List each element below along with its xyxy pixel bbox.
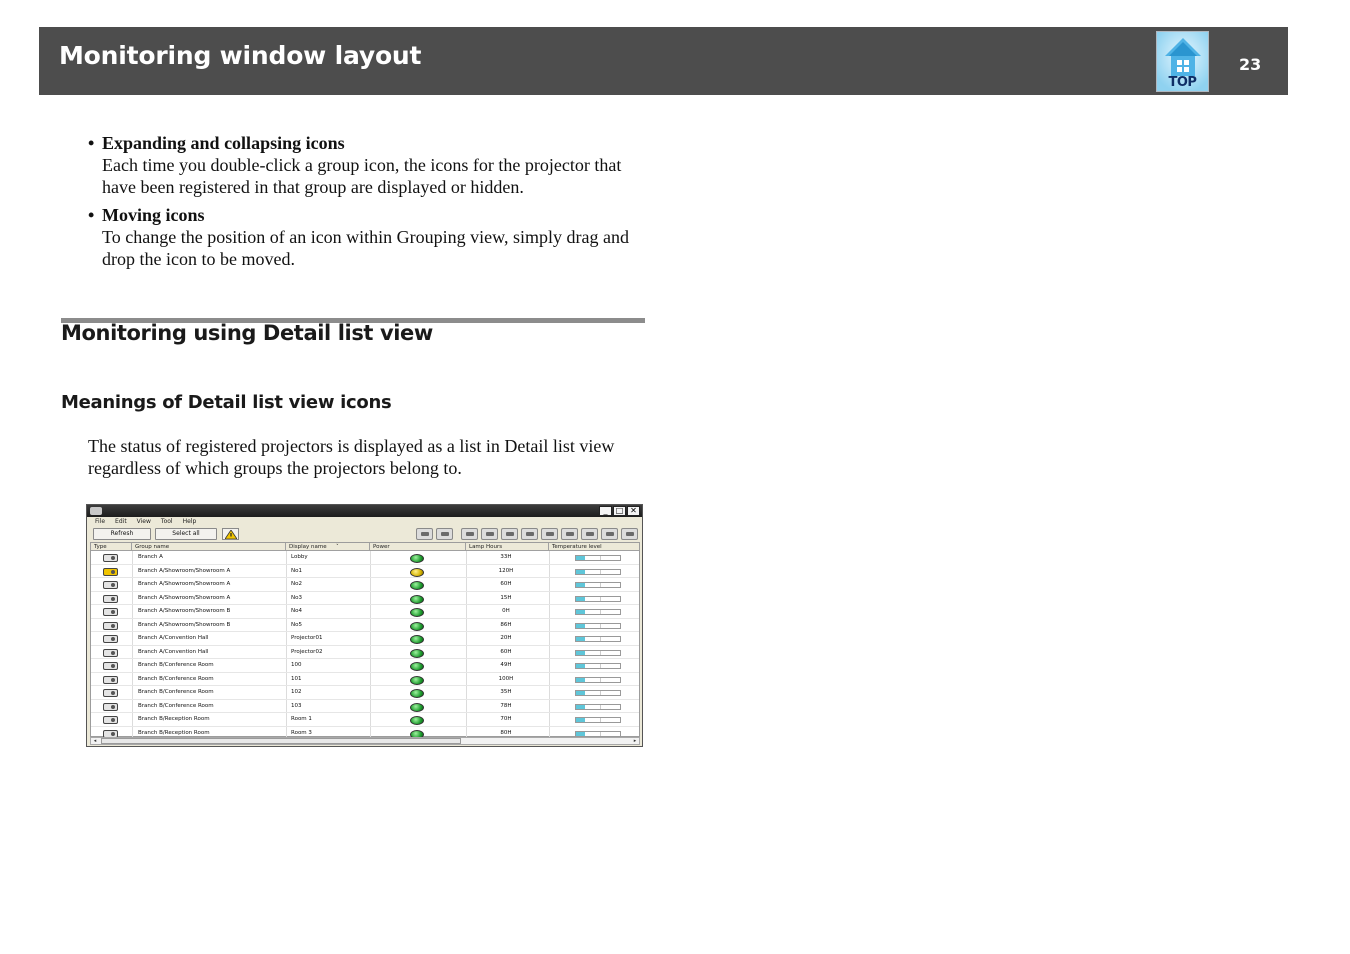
col-display-name-label: Display name (289, 544, 327, 550)
temperature-bar (575, 717, 621, 723)
cell-display-name: Room 1 (291, 716, 312, 722)
projector-icon (103, 676, 118, 684)
source-video-icon[interactable] (481, 528, 498, 540)
cell-group-name: Branch A/Convention Hall (138, 635, 209, 641)
maximize-button[interactable]: □ (613, 506, 626, 516)
temperature-fill (576, 718, 585, 722)
power-led-icon (410, 608, 424, 617)
cell-group-name: Branch B/Conference Room (138, 662, 214, 668)
temperature-bar (575, 623, 621, 629)
table-row[interactable] (91, 578, 639, 592)
table-row[interactable] (91, 673, 639, 687)
cell-display-name: Projector01 (291, 635, 323, 641)
col-group-name[interactable]: Group name (132, 543, 286, 551)
table-row[interactable] (91, 659, 639, 673)
cell-group-name: Branch A (138, 554, 163, 560)
cell-group-name: Branch A/Showroom/Showroom A (138, 581, 231, 587)
cell-group-name: Branch B/Conference Room (138, 702, 214, 709)
power-led-icon (410, 716, 424, 725)
menu-bar (87, 517, 642, 526)
section-title: Monitoring using Detail list view (61, 321, 433, 345)
temperature-bar (575, 731, 621, 737)
app-logo-icon (90, 507, 102, 515)
power-led-icon (410, 581, 424, 590)
col-lamp-hours[interactable]: Lamp Hours (466, 543, 549, 551)
table-row[interactable] (91, 592, 639, 606)
projector-icon (103, 554, 118, 562)
cell-display-name: No1 (291, 567, 302, 574)
close-button[interactable]: ✕ (627, 506, 640, 516)
cell-group-name: Branch B/Conference Room (138, 689, 214, 695)
power-led-icon (410, 689, 424, 698)
temperature-bar (575, 582, 621, 588)
temperature-fill (576, 732, 585, 736)
projector-icon (103, 622, 118, 630)
bullet-heading: • Expanding and collapsing icons (88, 132, 658, 154)
table-row[interactable] (91, 700, 639, 714)
source-component-icon[interactable] (521, 528, 538, 540)
temperature-fill (576, 597, 585, 601)
menu-tool[interactable]: Tool (160, 518, 173, 525)
temperature-fill (576, 610, 585, 614)
temperature-fill (576, 691, 585, 695)
settings-icon[interactable] (621, 528, 638, 540)
cell-lamp-hours: 78H (500, 702, 512, 709)
cell-display-name: 101 (291, 675, 302, 682)
table-row[interactable] (91, 565, 639, 579)
temperature-bar (575, 704, 621, 710)
power-led-icon (410, 662, 424, 671)
col-temperature[interactable]: Temperature level (552, 544, 602, 550)
bullet-body: Each time you double-click a group icon, the icons for the projector that have been registered in that group are displayed or hidden. (102, 155, 622, 197)
cell-lamp-hours: 20H (500, 635, 512, 641)
cell-lamp-hours: 60H (500, 581, 512, 587)
power-on-icon[interactable] (416, 528, 433, 540)
app-window-screenshot (86, 504, 643, 747)
app-titlebar (87, 505, 642, 517)
cell-display-name: No2 (291, 581, 302, 587)
cell-lamp-hours: 70H (500, 716, 512, 722)
warning-filter-button[interactable] (222, 528, 239, 540)
cell-lamp-hours: 49H (500, 662, 512, 668)
cell-display-name: Lobby (291, 554, 308, 560)
table-row[interactable] (91, 551, 639, 565)
cell-group-name: Branch A/Showroom/Showroom B (138, 608, 231, 614)
bullet-body: To change the position of an icon within Grouping view, simply drag and drop the icon to be moved. (102, 227, 629, 269)
col-display-name[interactable] (286, 543, 370, 551)
cell-display-name: No3 (291, 594, 302, 601)
header-bar (39, 27, 1288, 95)
bullet-list (88, 132, 658, 276)
cell-lamp-hours: 60H (500, 648, 512, 655)
projector-icon (103, 635, 118, 643)
power-led-icon (410, 649, 424, 658)
cell-display-name: 103 (291, 702, 302, 709)
cell-group-name: Branch A/Convention Hall (138, 648, 209, 655)
source-computer-icon[interactable] (461, 528, 478, 540)
subsection-title: Meanings of Detail list view icons (61, 392, 392, 413)
power-led-icon (410, 554, 424, 563)
projector-icon (103, 649, 118, 657)
temperature-bar (575, 596, 621, 602)
bullet-item-expanding (88, 132, 658, 198)
power-led-icon (410, 676, 424, 685)
horizontal-scrollbar[interactable] (90, 737, 640, 745)
temperature-fill (576, 705, 585, 709)
volume-icon[interactable] (601, 528, 618, 540)
bullet-heading: • Moving icons (88, 204, 658, 226)
source-svideo-icon[interactable] (501, 528, 518, 540)
temperature-bar (575, 569, 621, 575)
cell-group-name: Branch B/Conference Room (138, 675, 214, 682)
minimize-button[interactable]: _ (599, 506, 612, 516)
temperature-fill (576, 637, 585, 641)
temperature-bar (575, 650, 621, 656)
cell-display-name: Room 3 (291, 729, 312, 736)
projector-icon (103, 568, 118, 576)
cell-group-name: Branch A/Showroom/Showroom A (138, 594, 231, 601)
cell-lamp-hours: 80H (500, 729, 512, 736)
cell-lamp-hours: 15H (500, 594, 512, 601)
power-led-icon (410, 635, 424, 644)
window-controls (599, 506, 640, 516)
power-off-icon[interactable] (436, 528, 453, 540)
cell-group-name: Branch B/Reception Room (138, 729, 210, 736)
projector-icon (103, 595, 118, 603)
power-led-icon (410, 568, 424, 577)
cell-display-name: 102 (291, 689, 302, 695)
sort-indicator-icon: ˅ (336, 544, 339, 550)
temperature-bar (575, 555, 621, 561)
table-header (91, 543, 639, 551)
menu-edit[interactable]: Edit (115, 518, 127, 525)
col-type[interactable]: Type (91, 543, 132, 551)
cell-display-name: No5 (291, 621, 302, 628)
detail-list-table (90, 542, 640, 737)
temperature-bar (575, 663, 621, 669)
power-led-icon (410, 622, 424, 631)
freeze-icon[interactable] (581, 528, 598, 540)
toolbar (87, 526, 642, 542)
projector-icon (103, 581, 118, 589)
page-title: Monitoring window layout (59, 41, 422, 70)
cell-display-name: Projector02 (291, 648, 323, 655)
projector-icon (103, 703, 118, 711)
source-network-icon[interactable] (541, 528, 558, 540)
temperature-fill (576, 651, 585, 655)
warning-icon (225, 530, 237, 539)
cell-group-name: Branch A/Showroom/Showroom A (138, 567, 231, 574)
cell-group-name: Branch A/Showroom/Showroom B (138, 621, 231, 628)
temperature-bar (575, 690, 621, 696)
table-row[interactable] (91, 632, 639, 646)
top-button[interactable] (1156, 31, 1209, 92)
table-row[interactable] (91, 605, 639, 619)
table-row[interactable] (91, 619, 639, 633)
projector-icon (103, 716, 118, 724)
temperature-bar (575, 609, 621, 615)
table-row[interactable] (91, 713, 639, 727)
temperature-fill (576, 583, 585, 587)
col-power[interactable]: Power (370, 543, 466, 551)
cell-lamp-hours: 33H (500, 554, 512, 560)
scroll-left-icon[interactable]: ◂ (93, 738, 97, 744)
temperature-fill (576, 664, 585, 668)
scroll-thumb[interactable] (101, 738, 461, 744)
temperature-fill (576, 570, 585, 574)
temperature-fill (576, 678, 585, 682)
table-row[interactable] (91, 686, 639, 700)
cell-lamp-hours: 120H (498, 567, 514, 574)
menu-file[interactable]: File (95, 518, 106, 525)
refresh-button[interactable]: Refresh (93, 528, 151, 540)
power-led-icon (410, 595, 424, 604)
projector-icon (103, 608, 118, 616)
cell-display-name: No4 (291, 608, 302, 614)
cell-lamp-hours: 86H (500, 621, 512, 628)
cell-lamp-hours: 35H (500, 689, 512, 695)
scroll-right-icon[interactable]: ▸ (633, 738, 637, 744)
projector-icon (103, 662, 118, 670)
page-number: 23 (1239, 55, 1262, 74)
cell-display-name: 100 (291, 662, 302, 668)
cell-lamp-hours: 0H (502, 608, 510, 614)
intro-paragraph: The status of registered projectors is displayed as a list in Detail list view regardless of which groups the projectors belong to. (88, 436, 615, 478)
av-mute-icon[interactable] (561, 528, 578, 540)
top-button-label: TOP (1168, 75, 1197, 90)
select-all-button[interactable]: Select all (155, 528, 217, 540)
projector-icon (103, 689, 118, 697)
temperature-bar (575, 677, 621, 683)
bullet-item-moving (88, 204, 658, 270)
temperature-bar (575, 636, 621, 642)
temperature-fill (576, 556, 585, 560)
table-row[interactable] (91, 646, 639, 660)
temperature-fill (576, 624, 585, 628)
menu-help[interactable]: Help (182, 518, 197, 525)
cell-group-name: Branch B/Reception Room (138, 716, 210, 722)
cell-lamp-hours: 100H (498, 675, 514, 682)
power-led-icon (410, 703, 424, 712)
menu-view[interactable]: View (136, 518, 151, 525)
